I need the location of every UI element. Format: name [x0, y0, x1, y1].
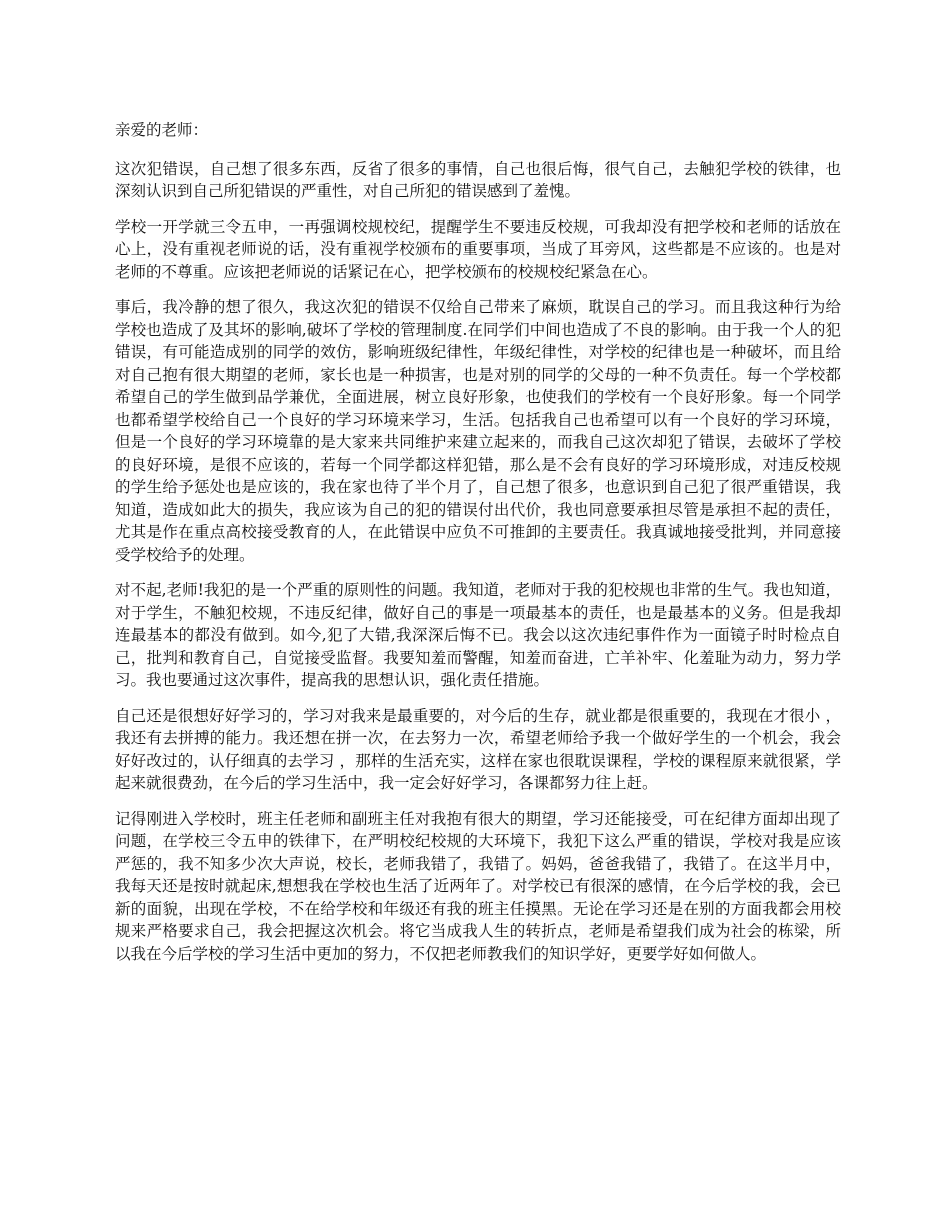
letter-paragraph-2: 学校一开学就三令五申，一再强调校规校纪，提醒学生不要违反校规，可我却没有把学校和老师的话放在心上，没有重视老师说的话，没有重视学校颁布的重要事项，当成了耳旁风，这些都是不应该的。也是对老师的不尊重。应该把老师说的话紧记在心，把学校颁布的校规校纪紧急在心。 — [115, 217, 841, 281]
letter-document — [115, 119, 841, 978]
letter-paragraph-6: 记得刚进入学校时，班主任老师和副班主任对我抱有很大的期望，学习还能接受，可在纪律方面却出现了问题，在学校三令五申的铁律下，在严明校纪校规的大环境下，我犯下这么严重的错误，学校对我是应该严惩的，我不知多少次大声说，校长，老师我错了，我错了。妈妈，爸爸我错了，我错了。在这半月中，我每天还是按时就起床,想想我在学校也生活了近两年了。对学校已有很深的感情，在今后学校的我，会已新的面貌，出现在学校，不在给学校和年级还有我的班主任摸黑。无论在学习还是在别的方面我都会用校规来严格要求自己，我会把握这次机会。将它当成我人生的转折点，老师是希望我们成为社会的栋梁，所以我在今后学校的学习生活中更加的努力，不仅把老师教我们的知识学好，更要学好如何做人。 — [115, 809, 841, 963]
letter-salutation: 亲爱的老师： — [115, 121, 209, 139]
letter-paragraph-3: 事后，我冷静的想了很久，我这次犯的错误不仅给自己带来了麻烦，耽误自己的学习。而且我这种行为给学校也造成了及其坏的影响,破坏了学校的管理制度.在同学们中间也造成了不良的影响。由于我一个人的犯错误，有可能造成别的同学的效仿，影响班级纪律性，年级纪律性，对学校的纪律也是一种破坏，而且给对自己抱有很大期望的老师，家长也是一种损害，也是对别的同学的父母的一种不负责任。每一个学校都希望自己的学生做到品学兼优，全面进展，树立良好形象，也使我们的学校有一个良好形象。每一个同学也都希望学校给自己一个良好的学习环境来学习，生活。包括我自己也希望可以有一个良好的学习环境，但是一个良好的学习环境靠的是大家来共同维护来建立起来的，而我自己这次却犯了错误，去破坏了学校的良好环境，是很不应该的，若每一个同学都这样犯错，那么是不会有良好的学习环境形成，对违反校规的学生给予惩处也是应该的，我在家也待了半个月了，自己想了很多，也意识到自己犯了很严重错误，我知道，造成如此大的损失，我应该为自己的犯的错误付出代价，我也同意要承担尽管是承担不起的责任，尤其是作在重点高校接受教育的人，在此错误中应负不可推卸的主要责任。我真诚地接受批判，并同意接受学校给予的处理。 — [115, 298, 841, 564]
letter-paragraph-5: 自己还是很想好好学习的，学习对我来是最重要的，对今后的生存，就业都是很重要的，我现在才很小 ，我还有去拼搏的能力。我还想在拼一次，在去努力一次，希望老师给予我一个做好学生的一个机会，我会好好改过的，认仔细真的去学习 ，那样的生活充实，这样在家也很耽误课程，学校的课程原来就很紧，学起来就很费劲，在今后的学习生活中，我一定会好好学习，各课都努力往上赶。 — [115, 706, 841, 792]
letter-paragraph-4: 对不起,老师!我犯的是一个严重的原则性的问题。我知道，老师对于我的犯校规也非常的生气。我也知道，对于学生，不触犯校规，不违反纪律，做好自己的事是一项最基本的责任，也是最基本的义务。但是我却连最基本的都没有做到。如今,犯了大错,我深深后悔不已。我会以这次违纪事件作为一面镜子时时检点自己，批判和教育自己，自觉接受监督。我要知羞而警醒，知羞而奋进，亡羊补牢、化羞耻为动力，努力学习。我也要通过这次事件，提高我的思想认识，强化责任措施。 — [115, 581, 841, 689]
letter-paragraph-1: 这次犯错误，自己想了很多东西，反省了很多的事情，自己也很后悔，很气自己，去触犯学校的铁律，也深刻认识到自己所犯错误的严重性，对自己所犯的错误感到了羞愧。 — [115, 159, 841, 200]
